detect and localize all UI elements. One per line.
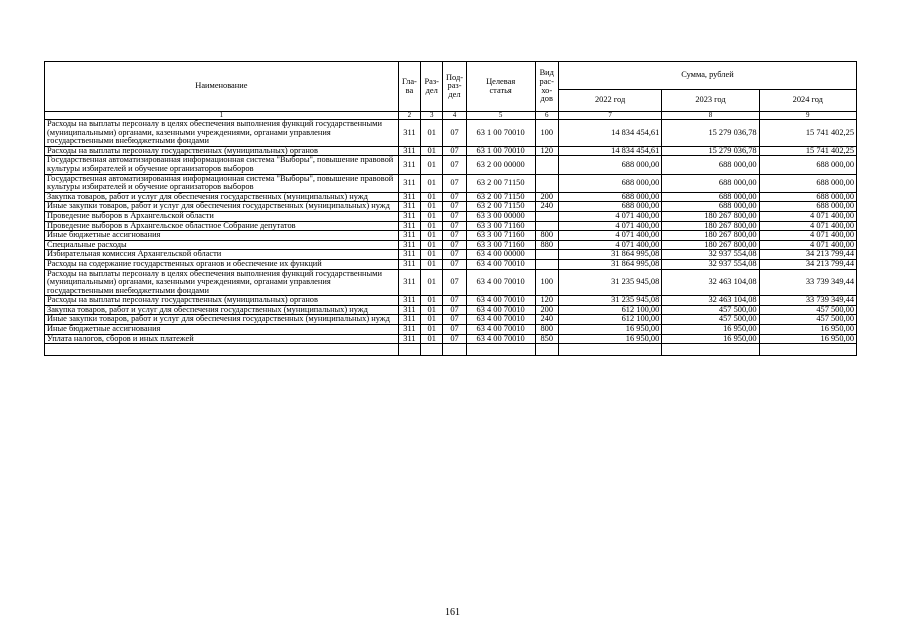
row-sum-2023: 32 463 104,08 bbox=[662, 296, 759, 306]
row-podrazdel: 07 bbox=[443, 325, 466, 335]
row-podrazdel: 07 bbox=[443, 211, 466, 221]
budget-table bbox=[44, 61, 857, 356]
row-glava: 311 bbox=[398, 250, 420, 260]
row-razdel: 01 bbox=[421, 174, 443, 192]
row-sum-2024: 688 000,00 bbox=[759, 202, 856, 212]
row-glava: 311 bbox=[398, 259, 420, 269]
row-razdel: 01 bbox=[421, 221, 443, 231]
row-sum-2022: 688 000,00 bbox=[558, 202, 661, 212]
row-sum-2023: 16 950,00 bbox=[662, 325, 759, 335]
row-celevaya: 63 1 00 70010 bbox=[466, 120, 535, 147]
row-sum-2022: 14 834 454,61 bbox=[558, 146, 661, 156]
table-row bbox=[45, 221, 857, 231]
row-celevaya: 63 3 00 00000 bbox=[466, 211, 535, 221]
header-glava: Гла- ва bbox=[398, 62, 420, 112]
table-row bbox=[45, 146, 857, 156]
row-sum-2024: 4 071 400,00 bbox=[759, 231, 856, 241]
row-podrazdel: 07 bbox=[443, 259, 466, 269]
row-razdel: 01 bbox=[421, 156, 443, 174]
row-podrazdel: 07 bbox=[443, 315, 466, 325]
row-sum-2022: 14 834 454,61 bbox=[558, 120, 661, 147]
row-razdel: 01 bbox=[421, 296, 443, 306]
row-podrazdel: 07 bbox=[443, 231, 466, 241]
row-vid: 100 bbox=[535, 269, 558, 296]
row-sum-2023: 32 937 554,08 bbox=[662, 250, 759, 260]
row-name: Иные закупки товаров, работ и услуг для обеспечения государственных (муниципальных) нужд bbox=[45, 202, 399, 212]
row-celevaya: 63 4 00 00000 bbox=[466, 250, 535, 260]
row-sum-2024: 16 950,00 bbox=[759, 325, 856, 335]
header-podrazdel: Под- раз- дел bbox=[443, 62, 466, 112]
row-glava: 311 bbox=[398, 202, 420, 212]
row-podrazdel: 07 bbox=[443, 334, 466, 344]
header-vid: Вид рас- хо- дов bbox=[535, 62, 558, 112]
table-row bbox=[45, 120, 857, 147]
row-glava: 311 bbox=[398, 296, 420, 306]
row-sum-2023: 15 279 036,78 bbox=[662, 120, 759, 147]
row-sum-2024: 15 741 402,25 bbox=[759, 146, 856, 156]
row-name: Расходы на выплаты персоналу в целях обеспечения выполнения функций государственными (муниципальными) органами, казенными учреждениями, органами управления государственными внебюджетными фондами bbox=[45, 269, 399, 296]
column-number: 4 bbox=[443, 112, 466, 120]
row-razdel: 01 bbox=[421, 192, 443, 202]
table-row bbox=[45, 334, 857, 344]
row-sum-2022: 16 950,00 bbox=[558, 325, 661, 335]
table-row bbox=[45, 156, 857, 174]
row-sum-2023: 32 937 554,08 bbox=[662, 259, 759, 269]
row-celevaya: 63 4 00 70010 bbox=[466, 259, 535, 269]
row-podrazdel: 07 bbox=[443, 296, 466, 306]
row-sum-2024: 4 071 400,00 bbox=[759, 211, 856, 221]
row-sum-2022: 4 071 400,00 bbox=[558, 211, 661, 221]
row-sum-2023: 688 000,00 bbox=[662, 174, 759, 192]
row-name: Государственная автоматизированная информационная система "Выборы", повышение правовой культуры избирателей и обучение организаторов выборов bbox=[45, 156, 399, 174]
row-sum-2023: 16 950,00 bbox=[662, 334, 759, 344]
row-razdel: 01 bbox=[421, 240, 443, 250]
row-sum-2024: 34 213 799,44 bbox=[759, 259, 856, 269]
row-vid: 800 bbox=[535, 231, 558, 241]
row-sum-2022: 31 864 995,08 bbox=[558, 250, 661, 260]
header-razdel: Раз- дел bbox=[421, 62, 443, 112]
row-glava: 311 bbox=[398, 211, 420, 221]
column-number: 7 bbox=[558, 112, 661, 120]
row-vid: 800 bbox=[535, 325, 558, 335]
row-vid: 240 bbox=[535, 315, 558, 325]
row-sum-2023: 180 267 800,00 bbox=[662, 240, 759, 250]
row-sum-2022: 31 235 945,08 bbox=[558, 296, 661, 306]
row-celevaya: 63 4 00 70010 bbox=[466, 315, 535, 325]
table-row bbox=[45, 231, 857, 241]
column-number-row bbox=[45, 112, 857, 120]
row-glava: 311 bbox=[398, 269, 420, 296]
column-number: 8 bbox=[662, 112, 759, 120]
table-row bbox=[45, 315, 857, 325]
row-vid bbox=[535, 174, 558, 192]
row-razdel: 01 bbox=[421, 325, 443, 335]
row-name: Расходы на содержание государственных органов и обеспечение их функций bbox=[45, 259, 399, 269]
row-sum-2024: 457 500,00 bbox=[759, 315, 856, 325]
table-row bbox=[45, 325, 857, 335]
row-razdel: 01 bbox=[421, 269, 443, 296]
row-glava: 311 bbox=[398, 334, 420, 344]
column-number: 6 bbox=[535, 112, 558, 120]
row-celevaya: 63 3 00 71160 bbox=[466, 231, 535, 241]
row-sum-2023: 688 000,00 bbox=[662, 202, 759, 212]
row-vid: 200 bbox=[535, 305, 558, 315]
table-row bbox=[45, 211, 857, 221]
row-celevaya: 63 4 00 70010 bbox=[466, 296, 535, 306]
row-name: Уплата налогов, сборов и иных платежей bbox=[45, 334, 399, 344]
row-glava: 311 bbox=[398, 315, 420, 325]
row-glava: 311 bbox=[398, 221, 420, 231]
row-name: Расходы на выплаты персоналу государственных (муниципальных) органов bbox=[45, 296, 399, 306]
row-celevaya: 63 3 00 71160 bbox=[466, 221, 535, 231]
row-sum-2022: 4 071 400,00 bbox=[558, 221, 661, 231]
row-name: Иные закупки товаров, работ и услуг для обеспечения государственных (муниципальных) нужд bbox=[45, 315, 399, 325]
row-sum-2024: 4 071 400,00 bbox=[759, 240, 856, 250]
row-podrazdel: 07 bbox=[443, 221, 466, 231]
row-vid: 120 bbox=[535, 146, 558, 156]
row-sum-2024: 457 500,00 bbox=[759, 305, 856, 315]
row-sum-2022: 688 000,00 bbox=[558, 192, 661, 202]
row-sum-2023: 688 000,00 bbox=[662, 156, 759, 174]
row-sum-2023: 180 267 800,00 bbox=[662, 221, 759, 231]
row-sum-2023: 32 463 104,08 bbox=[662, 269, 759, 296]
row-podrazdel: 07 bbox=[443, 240, 466, 250]
row-name: Расходы на выплаты персоналу государственных (муниципальных) органов bbox=[45, 146, 399, 156]
row-razdel: 01 bbox=[421, 315, 443, 325]
row-podrazdel: 07 bbox=[443, 202, 466, 212]
row-sum-2023: 15 279 036,78 bbox=[662, 146, 759, 156]
row-glava: 311 bbox=[398, 156, 420, 174]
row-name: Государственная автоматизированная информационная система "Выборы", повышение правовой культуры избирателей и обучение организаторов выборов bbox=[45, 174, 399, 192]
table-row bbox=[45, 296, 857, 306]
row-vid: 100 bbox=[535, 120, 558, 147]
row-celevaya: 63 3 00 71160 bbox=[466, 240, 535, 250]
row-sum-2023: 457 500,00 bbox=[662, 315, 759, 325]
row-name: Проведение выборов в Архангельское областное Собрание депутатов bbox=[45, 221, 399, 231]
row-podrazdel: 07 bbox=[443, 174, 466, 192]
row-podrazdel: 07 bbox=[443, 146, 466, 156]
row-sum-2022: 688 000,00 bbox=[558, 174, 661, 192]
row-vid: 880 bbox=[535, 240, 558, 250]
row-sum-2022: 31 864 995,08 bbox=[558, 259, 661, 269]
row-sum-2024: 688 000,00 bbox=[759, 156, 856, 174]
row-name: Специальные расходы bbox=[45, 240, 399, 250]
column-number: 1 bbox=[45, 112, 399, 120]
row-name: Закупка товаров, работ и услуг для обеспечения государственных (муниципальных) нужд bbox=[45, 192, 399, 202]
row-glava: 311 bbox=[398, 192, 420, 202]
row-name: Избирательная комиссия Архангельской области bbox=[45, 250, 399, 260]
row-sum-2023: 457 500,00 bbox=[662, 305, 759, 315]
row-name: Расходы на выплаты персоналу в целях обеспечения выполнения функций государственными (муниципальными) органами, казенными учреждениями, органами управления государственными внебюджетными фондами bbox=[45, 120, 399, 147]
table-row bbox=[45, 305, 857, 315]
row-sum-2022: 31 235 945,08 bbox=[558, 269, 661, 296]
row-podrazdel: 07 bbox=[443, 120, 466, 147]
row-celevaya: 63 2 00 71150 bbox=[466, 202, 535, 212]
row-razdel: 01 bbox=[421, 305, 443, 315]
row-celevaya: 63 4 00 70010 bbox=[466, 334, 535, 344]
row-sum-2024: 34 213 799,44 bbox=[759, 250, 856, 260]
row-podrazdel: 07 bbox=[443, 250, 466, 260]
row-vid: 850 bbox=[535, 334, 558, 344]
row-vid bbox=[535, 211, 558, 221]
row-name: Проведение выборов в Архангельской области bbox=[45, 211, 399, 221]
row-sum-2022: 612 100,00 bbox=[558, 305, 661, 315]
column-number: 5 bbox=[466, 112, 535, 120]
header-summa: Сумма, рублей bbox=[558, 62, 856, 90]
row-name: Закупка товаров, работ и услуг для обеспечения государственных (муниципальных) нужд bbox=[45, 305, 399, 315]
table-row bbox=[45, 259, 857, 269]
row-celevaya: 63 4 00 70010 bbox=[466, 269, 535, 296]
row-sum-2024: 33 739 349,44 bbox=[759, 296, 856, 306]
row-razdel: 01 bbox=[421, 211, 443, 221]
row-vid: 200 bbox=[535, 192, 558, 202]
row-sum-2024: 15 741 402,25 bbox=[759, 120, 856, 147]
row-glava: 311 bbox=[398, 325, 420, 335]
row-vid bbox=[535, 156, 558, 174]
row-razdel: 01 bbox=[421, 334, 443, 344]
header-year-2024: 2024 год bbox=[759, 90, 856, 112]
row-vid bbox=[535, 221, 558, 231]
header-year-2023: 2023 год bbox=[662, 90, 759, 112]
row-celevaya: 63 4 00 70010 bbox=[466, 305, 535, 315]
row-podrazdel: 07 bbox=[443, 192, 466, 202]
row-celevaya: 63 2 00 71150 bbox=[466, 192, 535, 202]
row-glava: 311 bbox=[398, 305, 420, 315]
row-razdel: 01 bbox=[421, 231, 443, 241]
row-razdel: 01 bbox=[421, 250, 443, 260]
row-celevaya: 63 4 00 70010 bbox=[466, 325, 535, 335]
table-row bbox=[45, 250, 857, 260]
row-podrazdel: 07 bbox=[443, 269, 466, 296]
row-sum-2024: 16 950,00 bbox=[759, 334, 856, 344]
table-row bbox=[45, 269, 857, 296]
row-sum-2022: 4 071 400,00 bbox=[558, 240, 661, 250]
row-celevaya: 63 2 00 00000 bbox=[466, 156, 535, 174]
row-sum-2023: 688 000,00 bbox=[662, 192, 759, 202]
row-sum-2023: 180 267 800,00 bbox=[662, 231, 759, 241]
column-number: 3 bbox=[421, 112, 443, 120]
header-name: Наименование bbox=[45, 62, 399, 112]
row-vid bbox=[535, 259, 558, 269]
row-vid bbox=[535, 250, 558, 260]
table-row bbox=[45, 174, 857, 192]
row-sum-2024: 688 000,00 bbox=[759, 192, 856, 202]
row-vid: 240 bbox=[535, 202, 558, 212]
row-name: Иные бюджетные ассигнования bbox=[45, 325, 399, 335]
column-number: 2 bbox=[398, 112, 420, 120]
page-number: 161 bbox=[445, 607, 460, 618]
row-sum-2024: 688 000,00 bbox=[759, 174, 856, 192]
table-row bbox=[45, 240, 857, 250]
row-celevaya: 63 2 00 71150 bbox=[466, 174, 535, 192]
row-razdel: 01 bbox=[421, 202, 443, 212]
row-podrazdel: 07 bbox=[443, 156, 466, 174]
header-celevaya: Целевая статья bbox=[466, 62, 535, 112]
row-glava: 311 bbox=[398, 174, 420, 192]
row-sum-2022: 612 100,00 bbox=[558, 315, 661, 325]
header-year-2022: 2022 год bbox=[558, 90, 661, 112]
row-sum-2024: 33 739 349,44 bbox=[759, 269, 856, 296]
row-sum-2024: 4 071 400,00 bbox=[759, 221, 856, 231]
row-glava: 311 bbox=[398, 146, 420, 156]
row-glava: 311 bbox=[398, 231, 420, 241]
table-row bbox=[45, 192, 857, 202]
row-podrazdel: 07 bbox=[443, 305, 466, 315]
row-vid: 120 bbox=[535, 296, 558, 306]
row-name: Иные бюджетные ассигнования bbox=[45, 231, 399, 241]
row-razdel: 01 bbox=[421, 146, 443, 156]
row-sum-2022: 4 071 400,00 bbox=[558, 231, 661, 241]
row-razdel: 01 bbox=[421, 259, 443, 269]
table-row bbox=[45, 202, 857, 212]
row-razdel: 01 bbox=[421, 120, 443, 147]
row-sum-2022: 16 950,00 bbox=[558, 334, 661, 344]
row-celevaya: 63 1 00 70010 bbox=[466, 146, 535, 156]
row-sum-2022: 688 000,00 bbox=[558, 156, 661, 174]
blank-row bbox=[45, 344, 857, 356]
row-glava: 311 bbox=[398, 240, 420, 250]
row-sum-2023: 180 267 800,00 bbox=[662, 211, 759, 221]
row-glava: 311 bbox=[398, 120, 420, 147]
column-number: 9 bbox=[759, 112, 856, 120]
